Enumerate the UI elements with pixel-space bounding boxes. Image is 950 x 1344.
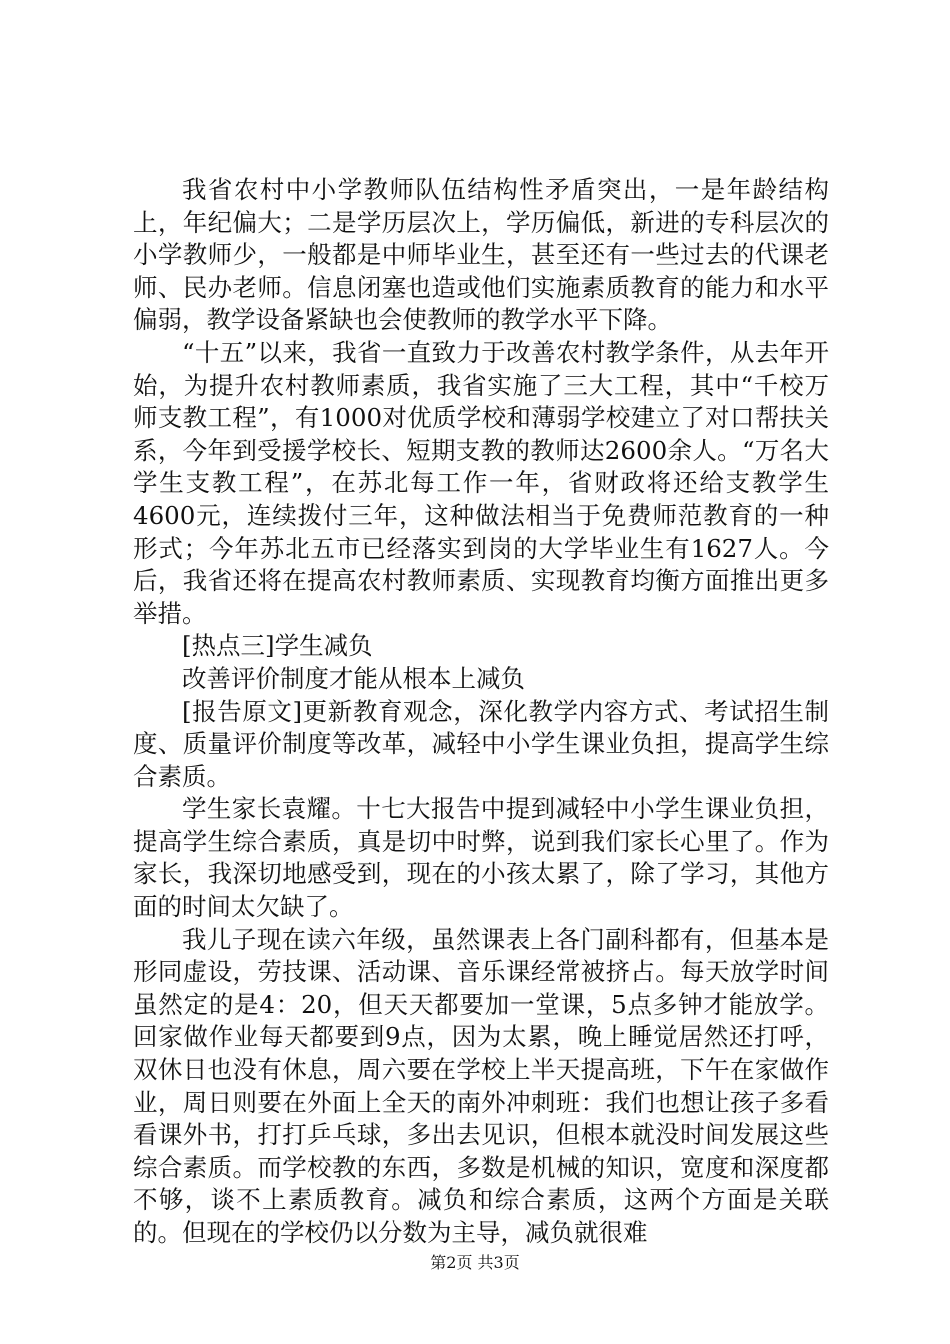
paragraph-tenth-five-year: “十五”以来，我省一直致力于改善农村教学条件，从去年开始，为提升农村教师素质，我省实施了三大工程，其中“千校万师支教工程”，有1000对优质学校和薄弱学校建立了对口帮扶关系，今年到受援学校长、短期支教的教师达2600余人。“万名大学生支教工程”，在苏北每工作一年，省财政将还给支教学生4600元，连续拨付三年，这种做法相当于免费师范教育的一种形式；今年苏北五市已经落实到岗的大学毕业生有1627人。今后，我省还将在提高农村教师素质、实现教育均衡方面推出更多举措。 bbox=[133, 337, 829, 628]
paragraph-report-original: [报告原文]更新教育观念，深化教学内容方式、考试招生制度、质量评价制度等改革，减轻中小学生课业负担，提高学生综合素质。 bbox=[133, 696, 829, 791]
paragraph-son-schedule: 我儿子现在读六年级，虽然课表上各门副科都有，但基本是形同虚设，劳技课、活动课、音乐课经常被挤占。每天放学时间虽然定的是4：20，但天天都要加一堂课，5点多钟才能放学。回家做作业每天都要到9点，因为太累，晚上睡觉居然还打呼，双休日也没有休息，周六要在学校上半天提高班，下午在家做作业，周日则要在外面上全天的南外冲刺班：我们也想让孩子多看看课外书，打打乒乓球，多出去见识，但根本就没时间发展这些综合素质。而学校教的东西，多数是机械的知识，宽度和深度都不够，谈不上素质教育。减负和综合素质，这两个方面是关联的。但现在的学校仍以分数为主导，减负就很难 bbox=[133, 924, 829, 1247]
section-subheading: 改善评价制度才能从根本上减负 bbox=[182, 663, 525, 693]
section-heading-hotspot-three: [热点三]学生减负 bbox=[182, 631, 373, 661]
paragraph-parent-comment: 学生家长袁耀。十七大报告中提到减轻中小学生课业负担，提高学生综合素质，真是切中时弊，说到我们家长心里了。作为家长，我深切地感受到，现在的小孩太累了，除了学习，其他方面的时间太欠缺了。 bbox=[133, 794, 829, 922]
document-body bbox=[133, 174, 829, 1250]
page-number-footer: 第2页 共3页 bbox=[430, 1253, 520, 1272]
paragraph-teacher-structure: 我省农村中小学教师队伍结构性矛盾突出，一是年龄结构上，年纪偏大；二是学历层次上，学历偏低，新进的专科层次的小学教师少，一般都是中师毕业生，甚至还有一些过去的代课老师、民办老师。信息闭塞也造或他们实施素质教育的能力和水平偏弱，教学设备紧缺也会使教师的教学水平下降。 bbox=[133, 175, 829, 335]
